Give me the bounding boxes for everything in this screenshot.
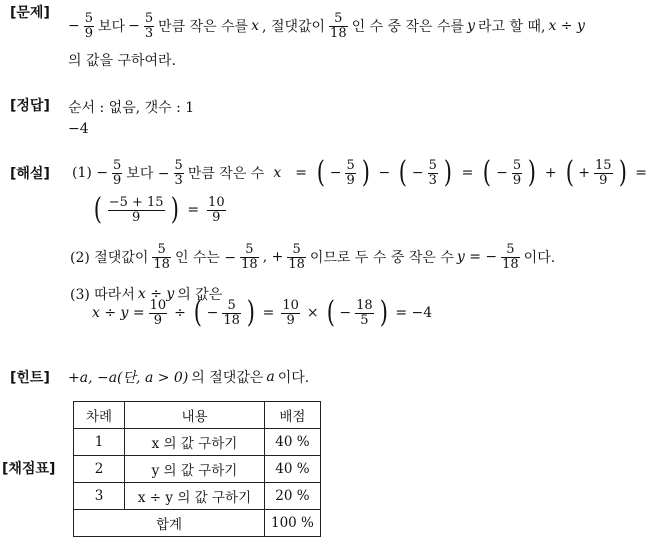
paren: ) — [379, 295, 388, 330]
paren: ) — [361, 155, 370, 190]
fraction: $\frac{5}{18}$ — [241, 242, 258, 272]
equals-sign: = — [635, 165, 647, 181]
equals-sign: = — [461, 165, 474, 181]
table-header-row — [74, 402, 321, 429]
plus-sign: + — [544, 165, 557, 181]
row-score: 40 % — [265, 456, 321, 483]
text: 의 절댓값은 — [191, 370, 264, 386]
fraction: $\frac{5}{18}$ — [153, 242, 170, 272]
table-total-row — [74, 510, 321, 537]
text: (2) 절댓값이 — [70, 250, 149, 267]
equals-sign: = — [262, 305, 275, 321]
row-content: y 의 값 구하기 — [125, 456, 265, 483]
text: 만큼 작은 수 — [187, 166, 265, 182]
fraction: $\frac{5}{9}$ — [512, 157, 522, 188]
equals-sign: = — [295, 165, 307, 181]
expression: x ÷ y = — [92, 305, 145, 321]
hint-line — [68, 367, 309, 387]
text: 라고 할 때, — [477, 19, 546, 36]
plus-sign: + — [578, 165, 590, 181]
paren: ( — [398, 155, 408, 190]
row-number: 1 — [74, 429, 125, 456]
text: 이다. — [523, 250, 556, 267]
text: 이다. — [277, 370, 310, 386]
expression: x ÷ y — [137, 286, 175, 302]
fraction: $\frac{5}{3}$ — [144, 11, 154, 41]
text: 보다 − — [126, 166, 170, 182]
paren: ( — [326, 295, 335, 330]
label-problem: [문제] — [10, 5, 50, 21]
header-cell: 내용 — [125, 402, 265, 429]
paren: ( — [316, 155, 325, 190]
text: 만큼 작은 수를 — [158, 19, 249, 36]
paren: ( — [193, 295, 202, 330]
row-score: 40 % — [265, 429, 321, 456]
label-hint: [힌트] — [10, 370, 50, 386]
row-number: 3 — [74, 483, 125, 510]
fraction: $\frac{5}{9}$ — [84, 11, 94, 41]
equals-sign: = — [187, 202, 200, 218]
text: 의 값은 — [177, 287, 223, 303]
header-cell: 배점 — [265, 402, 321, 429]
total-label: 합계 — [74, 510, 265, 537]
problem-line-2: 의 값을 구하여라. — [68, 53, 177, 69]
fraction: $\frac{5}{18}$ — [502, 242, 519, 272]
text: 인 수 중 작은 수를 — [351, 19, 465, 36]
fraction: $\frac{10}{9}$ — [282, 297, 299, 328]
fraction: $\frac{5}{3}$ — [428, 157, 437, 188]
label-rubric: [채점표] — [2, 461, 56, 477]
paren: ( — [93, 192, 102, 227]
text: (1) − — [72, 165, 109, 181]
label-explanation: [해설] — [10, 166, 50, 182]
table-row — [74, 456, 321, 483]
fraction: $\frac{15}{9}$ — [595, 157, 612, 188]
hint-math: +a, −a(단, a > 0) — [68, 370, 189, 386]
text: , 절댓값이 — [262, 19, 326, 36]
table-row — [74, 483, 321, 510]
text: 인 수는 − — [174, 250, 237, 267]
expression: x ÷ y — [548, 18, 585, 35]
problem-line-1 — [68, 12, 585, 40]
minus-sign: − — [68, 18, 80, 35]
times-sign: × — [306, 305, 319, 321]
fraction: $\frac{5}{9}$ — [113, 157, 122, 188]
fraction: $\frac{5}{3}$ — [174, 157, 183, 188]
fraction: $\frac{5}{18}$ — [330, 11, 347, 41]
explanation-step-1 — [72, 155, 651, 190]
row-content: x 의 값 구하기 — [125, 429, 265, 456]
fraction: $\frac{18}{5}$ — [356, 297, 373, 328]
minus-sign: − — [128, 18, 140, 35]
variable-x: x — [273, 165, 282, 181]
variable-x: x — [251, 18, 260, 35]
table-row — [74, 429, 321, 456]
paren: ) — [443, 155, 452, 190]
header-cell: 차례 — [74, 402, 125, 429]
fraction: $\frac{5}{18}$ — [223, 297, 240, 328]
variable-a: a — [266, 369, 275, 385]
variable-y: y — [467, 18, 475, 35]
fraction: $\frac{5}{9}$ — [346, 157, 355, 188]
paren: ) — [618, 155, 627, 190]
explanation-step-1-cont — [92, 192, 227, 227]
paren: ( — [565, 155, 574, 190]
minus-sign: − — [378, 165, 391, 181]
minus-sign: − — [339, 305, 352, 321]
text: (3) 따라서 — [70, 287, 135, 303]
minus-sign: − — [206, 305, 219, 321]
answer-line-1: 순서 : 없음, 갯수 : 1 — [68, 100, 195, 116]
label-answer: [정답] — [10, 98, 50, 114]
paren: ) — [246, 295, 255, 330]
paren: ) — [170, 192, 179, 227]
minus-sign: − — [411, 165, 424, 181]
divide-sign: ÷ — [174, 305, 186, 321]
row-number: 2 — [74, 456, 125, 483]
rubric-table — [73, 401, 321, 537]
fraction: $\frac{10}{9}$ — [208, 194, 225, 225]
row-score: 20 % — [265, 483, 321, 510]
fraction: $\frac{5}{18}$ — [288, 242, 305, 272]
text: , + — [262, 249, 284, 266]
text: 이므로 두 수 중 작은 수 — [309, 250, 454, 267]
text: 보다 — [98, 19, 126, 36]
paren: ( — [483, 155, 492, 190]
rubric-table-wrap — [73, 401, 321, 537]
minus-sign: − — [329, 165, 342, 181]
explanation-step-2 — [70, 243, 555, 271]
row-content: x ÷ y 의 값 구하기 — [125, 483, 265, 510]
minus-sign: − — [496, 165, 508, 181]
answer-value: −4 — [68, 121, 89, 137]
fraction: $\frac{10}{9}$ — [149, 297, 167, 328]
result: = −4 — [395, 305, 433, 321]
variable-y: y = − — [456, 249, 498, 266]
paren: ) — [527, 155, 537, 190]
fraction: $\frac{-5 + 15}{9}$ — [108, 194, 164, 225]
total-score: 100 % — [265, 510, 321, 537]
